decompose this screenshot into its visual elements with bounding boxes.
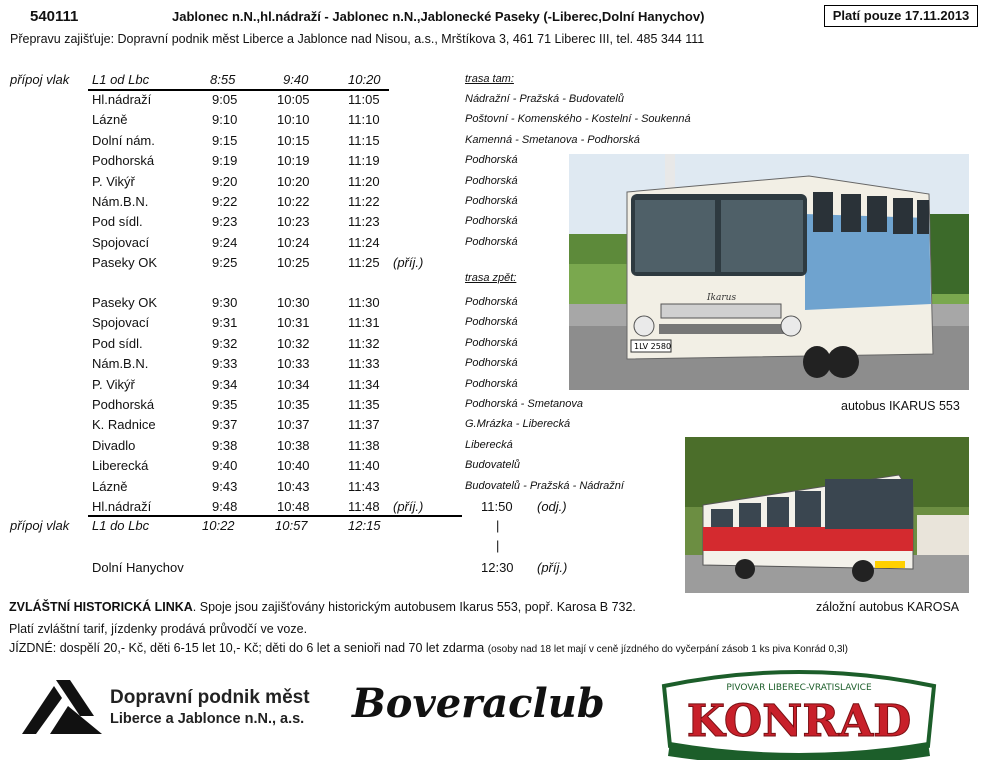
ikarus-caption: autobus IKARUS 553	[841, 399, 960, 413]
time-run-2: 10:25	[277, 255, 310, 271]
stop-name: K. Radnice	[92, 417, 156, 433]
time-run-2: 10:19	[277, 153, 310, 169]
konrad-logo	[658, 666, 940, 760]
time-run-2: 10:37	[277, 417, 310, 433]
arrival-note: (příj.)	[393, 499, 424, 514]
time-run-3: 11:10	[348, 112, 380, 128]
route-segment: Podhorská	[465, 357, 518, 370]
time-run-3: 11:22	[348, 194, 380, 209]
stop-name: Podhorská	[92, 397, 155, 412]
time-run-1: 9:37	[212, 417, 238, 433]
stop-name: Lázně	[92, 478, 128, 494]
time-run-1: 9:22	[212, 194, 238, 209]
time-run-3: 11:35	[348, 397, 380, 412]
time-run-1: 9:23	[212, 214, 238, 230]
time-run-2: 10:30	[277, 295, 310, 310]
route-segment: G.Mrázka - Liberecká	[465, 418, 571, 431]
route-back-label: trasa zpět:	[465, 271, 517, 284]
rule-bottom	[88, 515, 462, 517]
time-run-2: 10:22	[277, 194, 310, 209]
stop-name: Paseky OK	[92, 255, 158, 271]
time-run-1: 9:35	[212, 397, 238, 412]
time-run-3: 11:37	[348, 417, 380, 433]
time-run-3: 11:40	[348, 458, 380, 474]
time-run-1: 9:15	[212, 132, 238, 148]
time-run-2: 10:10	[277, 112, 310, 128]
connect-label-bottom: přípoj vlak	[10, 518, 70, 533]
ikarus-photo	[569, 154, 969, 390]
top-row-time-3: 10:20	[348, 72, 381, 87]
route-segment: Podhorská	[465, 215, 518, 228]
dpmlj-name-2: Liberce a Jablonce n.N., a.s.	[110, 711, 305, 727]
stop-name: Nám.B.N.	[92, 194, 149, 209]
time-run-2: 10:40	[277, 458, 310, 474]
konrad-text: KONRAD	[686, 696, 912, 747]
konrad-arc-text: PIVOVAR LIBEREC-VRATISLAVICE	[726, 683, 872, 693]
time-run-2: 10:32	[277, 335, 310, 351]
karosa-caption: záložní autobus KAROSA	[816, 600, 960, 614]
time-run-1: 9:48	[212, 499, 238, 514]
stop-name: Paseky OK	[92, 295, 158, 310]
route-segment: Poštovní - Komenského - Kostelní - Soukenná	[465, 113, 691, 126]
route-segment: Podhorská	[465, 336, 518, 349]
time-run-3: 11:20	[348, 173, 380, 189]
route-segment: Nádražní - Pražská - Budovatelů	[465, 93, 624, 105]
time-run-1: 9:24	[212, 234, 238, 250]
route-segment: Liberecká	[465, 438, 513, 451]
bottom-row-time-2: 10:57	[275, 518, 308, 533]
time-run-2: 10:31	[277, 315, 310, 331]
stop-name: P. Vikýř	[92, 173, 135, 189]
time-run-1: 9:34	[212, 376, 238, 392]
route-segment: Podhorská	[465, 377, 518, 390]
time-run-1: 9:32	[212, 335, 238, 351]
time-run-3: 11:05	[348, 92, 380, 107]
time-run-2: 10:35	[277, 397, 310, 412]
bottom-row-label: L1 do Lbc	[92, 518, 150, 533]
time-run-3: 11:32	[348, 335, 380, 351]
top-row-time-2: 9:40	[283, 72, 309, 87]
time-run-1: 9:20	[212, 173, 238, 189]
time-run-1: 9:10	[212, 112, 238, 128]
route-segment: Podhorská - Smetanova	[465, 398, 584, 410]
time-run-3: 11:15	[348, 132, 380, 148]
fare-footnote: (osoby nad 18 let mají v ceně jízdného do vyčerpání zásob 1 ks piva Konrád 0,3l)	[487, 644, 848, 655]
route-segment: Budovatelů - Pražská - Nádražní	[465, 479, 624, 492]
time-run-3: 11:30	[348, 295, 380, 310]
time-run-2: 10:34	[277, 376, 310, 392]
top-row-time-1: 8:55	[210, 72, 236, 87]
route-segment: Podhorská	[465, 235, 518, 248]
route-segment: Kamenná - Smetanova - Podhorská	[465, 133, 640, 146]
time-run-3: 11:43	[348, 478, 380, 494]
note-line-3	[9, 641, 848, 655]
time-run-2: 10:05	[277, 92, 310, 107]
time-run-2: 10:24	[277, 234, 310, 250]
time-run-3: 11:34	[348, 376, 380, 392]
route-there-label: trasa tam:	[465, 73, 514, 85]
time-run-1: 9:40	[212, 458, 238, 474]
time-run-3: 11:19	[348, 153, 380, 169]
stop-name: Spojovací	[92, 315, 150, 331]
stop-name: Nám.B.N.	[92, 356, 149, 372]
stop-name: Lázně	[92, 112, 128, 128]
time-run-2: 10:33	[277, 356, 310, 372]
note-line-2: Platí zvláštní tarif, jízdenky prodává průvodčí ve voze.	[9, 622, 308, 636]
stop-name: Spojovací	[92, 234, 150, 250]
time-run-3: 11:24	[348, 234, 380, 250]
boveraclub-logo: Boveraclub	[352, 680, 605, 727]
stop-name: Divadlo	[92, 437, 136, 453]
time-run-1: 9:30	[212, 295, 238, 310]
stop-name: Pod sídl.	[92, 214, 143, 230]
time-run-3: 11:38	[348, 437, 380, 453]
top-row-label: L1 od Lbc	[92, 72, 150, 87]
time-run-1: 9:31	[212, 315, 238, 331]
bottom-row-time-1: 10:22	[202, 518, 235, 533]
note-title: ZVLÁŠTNÍ HISTORICKÁ LINKA	[9, 600, 193, 614]
stop-name: Hl.nádraží	[92, 92, 152, 107]
carrier-info: Přepravu zajišťuje: Dopravní podnik měst Liberce a Jablonce nad Nisou, a.s., Mrštíkova 3, 461 71 Liberec III, tel. 485 344 111	[10, 32, 705, 46]
stop-name: Hl.nádraží	[92, 499, 152, 514]
stop-name: Podhorská	[92, 153, 155, 169]
route-segment: Podhorská	[465, 174, 518, 187]
validity-box: Platí pouze 17.11.2013	[824, 5, 978, 27]
bottom-row-time-3: 12:15	[348, 518, 381, 533]
karosa-photo	[685, 437, 969, 593]
dolni-hanychov-stop: Dolní Hanychov	[92, 560, 184, 575]
time-run-1: 9:25	[212, 255, 238, 271]
stop-name: Dolní nám.	[92, 132, 155, 148]
departure-note: (odj.)	[537, 499, 567, 514]
connector-tick-2: |	[496, 538, 500, 553]
time-run-1: 9:38	[212, 437, 238, 453]
time-run-1: 9:33	[212, 356, 238, 372]
connect-label-top: přípoj vlak	[10, 72, 70, 87]
line-number: 540111	[30, 8, 79, 25]
stop-name: Pod sídl.	[92, 335, 143, 351]
route-title: Jablonec n.N.,hl.nádraží - Jablonec n.N.,Jablonecké Paseky (-Liberec,Dolní Hanychov)	[172, 9, 705, 24]
time-run-3: 11:25	[348, 255, 380, 271]
route-segment: Podhorská	[465, 316, 518, 329]
time-run-1: 9:43	[212, 478, 238, 494]
dpmlj-logo	[22, 676, 102, 734]
arrival-note: (příj.)	[393, 255, 424, 271]
time-run-2: 10:43	[277, 478, 310, 494]
ikarus-badge: Ikarus	[707, 293, 737, 303]
time-run-2: 10:23	[277, 214, 310, 230]
stop-name: Liberecká	[92, 458, 149, 474]
dpmlj-name-1: Dopravní podnik měst	[110, 687, 310, 708]
route-segment: Podhorská	[465, 195, 518, 207]
connection-time: 11:50	[481, 499, 513, 514]
time-run-1: 9:19	[212, 153, 238, 169]
fare-text: JÍZDNÉ: dospělí 20,- Kč, děti 6-15 let 10,- Kč; děti do 6 let a senioři nad 70 let zdarma	[9, 641, 485, 655]
note-line-1	[9, 600, 636, 614]
connector-tick-1: |	[496, 518, 500, 533]
time-run-1: 9:05	[212, 92, 238, 107]
route-segment: Podhorská	[465, 154, 518, 167]
dolni-hanychov-note: (příj.)	[537, 560, 568, 575]
note-line-1-rest: . Spoje jsou zajišťovány historickým autobusem Ikarus 553, popř. Karosa B 732.	[192, 600, 636, 614]
time-run-3: 11:31	[348, 315, 380, 331]
dolni-hanychov-time: 12:30	[481, 560, 514, 575]
rule-top	[88, 89, 389, 91]
time-run-3: 11:48	[348, 499, 380, 514]
time-run-2: 10:48	[277, 499, 310, 514]
time-run-2: 10:20	[277, 173, 310, 189]
ikarus-plate: 1LV 2580	[634, 342, 672, 351]
stop-name: P. Vikýř	[92, 376, 135, 392]
time-run-2: 10:15	[277, 132, 310, 148]
route-segment: Podhorská	[465, 296, 518, 308]
route-segment: Budovatelů	[465, 459, 521, 472]
time-run-3: 11:33	[348, 356, 380, 372]
time-run-3: 11:23	[348, 214, 380, 230]
time-run-2: 10:38	[277, 437, 310, 453]
